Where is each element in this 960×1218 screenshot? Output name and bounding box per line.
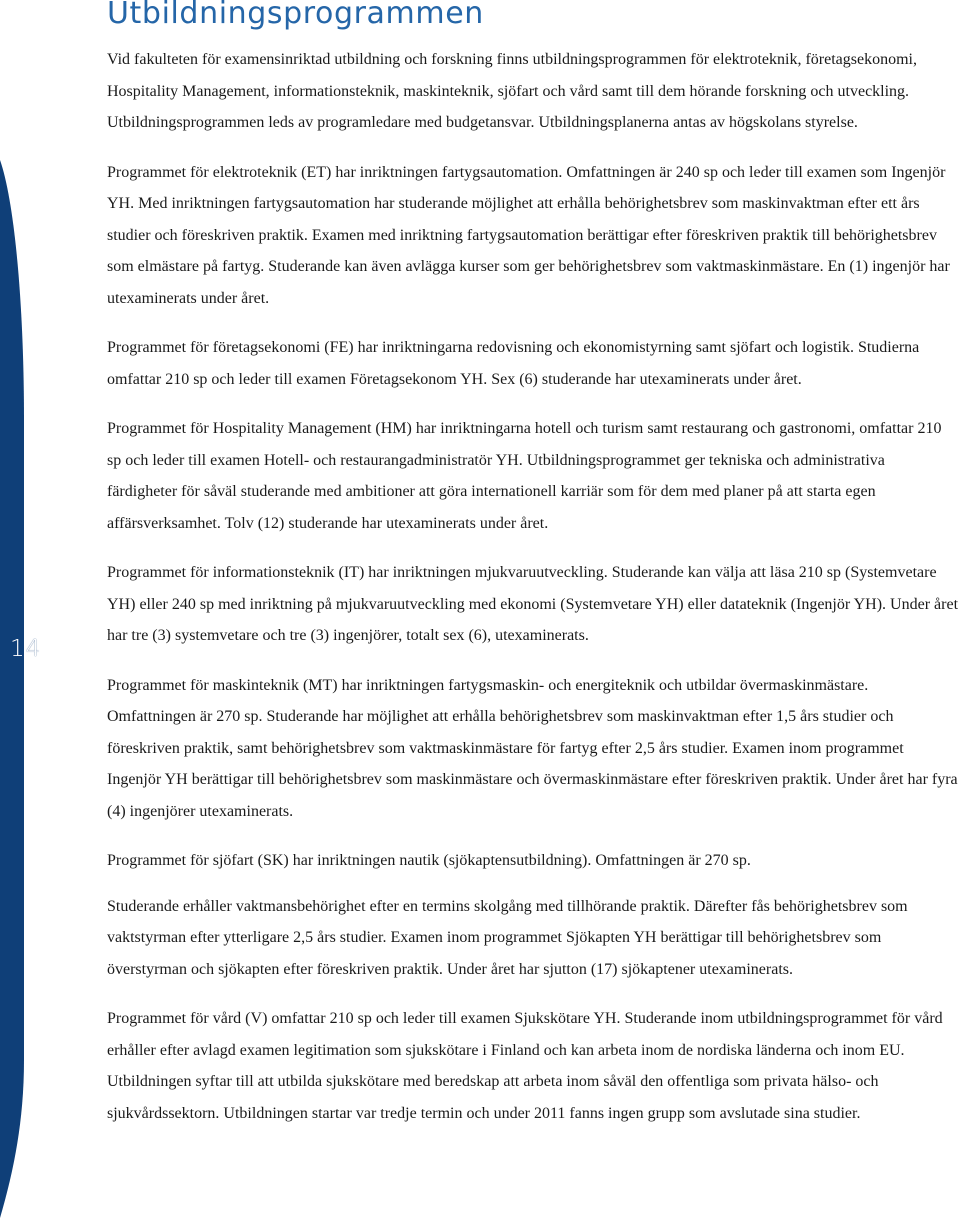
paragraph-hospitality-management: Programmet för Hospitality Management (HM) har inriktningarna hotell och turism samt restaurang och gastronomi, omfattar 210 sp och leder till examen Hotell- och restaurangadministratör YH. Utbildningsprogrammet ger tekniska och administrativa färdigheter för såväl studerande med ambitioner att göra internationell karriär som för dem med planer på att starta egen affärsverksamhet. Tolv (12) studerande har utexaminerats under året.	[107, 420, 942, 532]
paragraph-sjofart-details: Studerande erhåller vaktmansbehörighet efter en termins skolgång med tillhörande praktik. Därefter fås behörighetsbrev som vaktstyrman efter ytterligare 2,5 års studier. Examen inom programmet Sjökapten YH berättigar till behörighetsbrev som överstyrman och sjökapten efter föreskriven praktik. Under året har sjutton (17) sjökaptener utexaminerats.	[107, 897, 908, 978]
body-text	[107, 44, 959, 1147]
paragraph-intro: Vid fakulteten för examensinriktad utbildning och forskning finns utbildningsprogrammen för elektroteknik, företagsekonomi, Hospitality Management, informationsteknik, maskinteknik, sjöfart och vård samt till dem hörande forskning och utveckling. Utbildningsprogrammen leds av programledare med budgetansvar. Utbildningsplanerna antas av högskolans styrelse.	[107, 51, 917, 131]
side-accent-band	[0, 0, 44, 1218]
paragraph-maskinteknik: Programmet för maskinteknik (MT) har inriktningen fartygsmaskin- och energiteknik och utbildar övermaskinmästare. Omfattningen är 270 sp. Studerande har möjlighet att erhålla behörighetsbrev som maskinvaktman efter 1,5 års studier och föreskriven praktik, samt behörighetsbrev som vaktmaskinmästare för fartyg efter 2,5 års studier. Examen inom programmet Ingenjör YH berättigar till behörighetsbrev som maskinmästare och övermaskinmästare efter föreskriven praktik. Under året har fyra (4) ingenjörer utexaminerats.	[107, 676, 958, 820]
paragraph-vard: Programmet för vård (V) omfattar 210 sp och leder till examen Sjukskötare YH. Studerande inom utbildningsprogrammet för vård erhåller efter avlagd examen legitimation som sjukskötare i Finland och kan arbeta inom de nordiska länderna och inom EU. Utbildningen syftar till att utbilda sjukskötare med beredskap att arbeta inom såväl den offentliga som privata hälso- och sjukvårdssektorn. Utbildningen startar var tredje termin och under 2011 fanns ingen grupp som avslutade sina studier.	[107, 1010, 943, 1122]
page-number: 14	[10, 636, 42, 662]
page-title: Utbildningsprogrammen	[107, 0, 484, 31]
paragraph-foretagsekonomi: Programmet för företagsekonomi (FE) har inriktningarna redovisning och ekonomistyrning samt sjöfart och logistik. Studierna omfattar 210 sp och leder till examen Företagsekonom YH. Sex (6) studerande har utexaminerats under året.	[107, 339, 920, 388]
paragraph-elektroteknik: Programmet för elektroteknik (ET) har inriktningen fartygsautomation. Omfattningen är 240 sp och leder till examen som Ingenjör YH. Med inriktningen fartygsautomation har studerande möjlighet att erhålla behörighetsbrev som maskinvaktman efter ett års studier och föreskriven praktik. Examen med inriktning fartygsautomation berättigar efter föreskriven praktik till behörighetsbrev som elmästare på fartyg. Studerande kan även avlägga kurser som ger behörighetsbrev som vaktmaskinmästare. En (1) ingenjör har utexaminerats under året.	[107, 163, 950, 307]
side-band-shape	[0, 0, 44, 1218]
paragraph-sjofart: Programmet för sjöfart (SK) har inriktningen nautik (sjökaptensutbildning). Omfattningen är 270 sp.	[107, 852, 751, 869]
paragraph-informationsteknik: Programmet för informationsteknik (IT) har inriktningen mjukvaruutveckling. Studerande kan välja att läsa 210 sp (Systemvetare YH) eller 240 sp med inriktning på mjukvaruutveckling med ekonomi (Systemvetare YH) eller datateknik (Ingenjör YH). Under året har tre (3) systemvetare och tre (3) ingenjörer, totalt sex (6), utexaminerats.	[107, 564, 959, 644]
